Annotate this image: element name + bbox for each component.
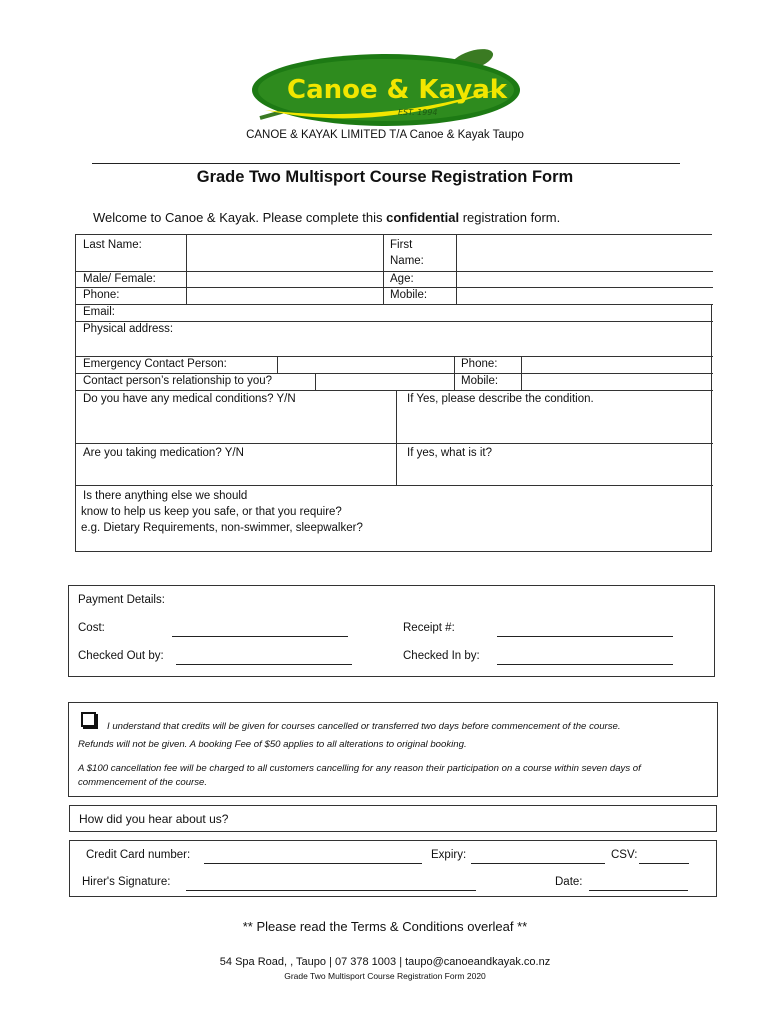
csv-field[interactable] (639, 852, 689, 864)
hear-about-box (69, 805, 717, 832)
receipt-label: Receipt #: (403, 622, 455, 634)
signature-field[interactable] (186, 879, 476, 891)
medical-describe-label: If Yes, please describe the condition. (407, 393, 594, 405)
footer-form-name: Grade Two Multisport Course Registration Form 2020 (284, 971, 486, 981)
logo-text: Canoe & Kayak (287, 75, 508, 105)
card-box (69, 840, 717, 897)
gender-label: Male/ Female: (83, 273, 156, 285)
card-number-field[interactable] (204, 852, 422, 864)
cost-label: Cost: (78, 622, 105, 634)
card-number-label: Credit Card number: (86, 849, 191, 861)
emergency-phone-label: Phone: (461, 358, 498, 370)
cost-field[interactable] (172, 625, 348, 637)
email-label: Email: (83, 306, 115, 318)
col-divider (396, 390, 397, 485)
mobile-field[interactable] (457, 288, 712, 304)
first-name-field[interactable] (457, 235, 712, 271)
welcome-text (93, 210, 560, 225)
company-logo (240, 40, 530, 135)
col-divider (454, 356, 455, 390)
anything-else-line1: Is there anything else we should (83, 490, 248, 502)
anything-else-line2: know to help us keep you safe, or that you require? (81, 506, 342, 518)
signature-label: Hirer's Signature: (82, 876, 171, 888)
last-name-label: Last Name: (83, 239, 142, 251)
anything-else-line3: e.g. Dietary Requirements, non-swimmer, sleepwalker? (81, 522, 363, 534)
logo-est: EST. 1994 (398, 108, 438, 117)
col-divider (521, 356, 522, 390)
col-divider (277, 356, 278, 373)
medical-label: Do you have any medical conditions? Y/N (83, 393, 296, 405)
receipt-field[interactable] (497, 625, 673, 637)
phone-label: Phone: (83, 289, 120, 301)
date-field[interactable] (589, 879, 688, 891)
welcome-text-part: Welcome to Canoe & Kayak. Please complete this (93, 210, 387, 225)
terms-box (68, 702, 718, 797)
gender-field[interactable] (187, 272, 383, 287)
row-divider (76, 304, 713, 305)
contact-address: 54 Spa Road, , Taupo | 07 378 1003 | taupo@canoeandkayak.co.nz (219, 956, 551, 968)
payment-heading: Payment Details: (78, 594, 165, 606)
mobile-label: Mobile: (390, 289, 428, 301)
row-divider (76, 443, 713, 444)
company-line: CANOE & KAYAK LIMITED T/A Canoe & Kayak Taupo (246, 129, 524, 141)
checked-out-field[interactable] (176, 653, 352, 665)
terms-line-4: commencement of the course. (78, 777, 208, 788)
emergency-mobile-label: Mobile: (461, 375, 499, 387)
medication-label: Are you taking medication? Y/N (83, 447, 244, 459)
first-name-label (385, 237, 424, 269)
date-label: Date: (555, 876, 583, 888)
row-divider (76, 485, 713, 486)
last-name-field[interactable] (187, 235, 383, 271)
first-name-label-line2: Name: (390, 255, 424, 267)
terms-line-1: I understand that credits will be given for courses cancelled or transferred two days before commencement of the course. (107, 721, 621, 732)
emergency-contact-label: Emergency Contact Person: (83, 358, 227, 370)
registration-table (75, 234, 712, 552)
expiry-field[interactable] (471, 852, 605, 864)
checked-in-field[interactable] (497, 653, 673, 665)
age-field[interactable] (457, 272, 712, 287)
age-label: Age: (390, 273, 414, 285)
terms-note: ** Please read the Terms & Conditions overleaf ** (242, 919, 528, 934)
anything-else-label (76, 488, 363, 536)
header-divider (92, 163, 680, 164)
col-divider (383, 235, 384, 304)
payment-box (68, 585, 715, 677)
checked-in-label: Checked In by: (403, 650, 480, 662)
csv-label: CSV: (611, 849, 638, 861)
relationship-label: Contact person’s relationship to you? (83, 375, 273, 387)
hear-about-label: How did you hear about us? (79, 812, 229, 826)
physical-address-label: Physical address: (83, 323, 174, 335)
expiry-label: Expiry: (431, 849, 467, 861)
medication-what-label: If yes, what is it? (407, 447, 493, 459)
checked-out-label: Checked Out by: (78, 650, 164, 662)
terms-line-3: A $100 cancellation fee will be charged to all customers cancelling for any reason their participation on a course within seven days of (78, 763, 641, 774)
first-name-label-line1: First (390, 239, 413, 251)
welcome-bold: confidential (386, 210, 460, 225)
col-divider (315, 373, 316, 390)
page-title: Grade Two Multisport Course Registration Form (196, 168, 574, 186)
terms-line-2: Refunds will not be given. A booking Fee of $50 applies to all alterations to original booking. (78, 739, 467, 750)
welcome-text-end: registration form. (459, 210, 561, 225)
agree-checkbox[interactable] (81, 712, 96, 727)
phone-field[interactable] (187, 288, 383, 304)
